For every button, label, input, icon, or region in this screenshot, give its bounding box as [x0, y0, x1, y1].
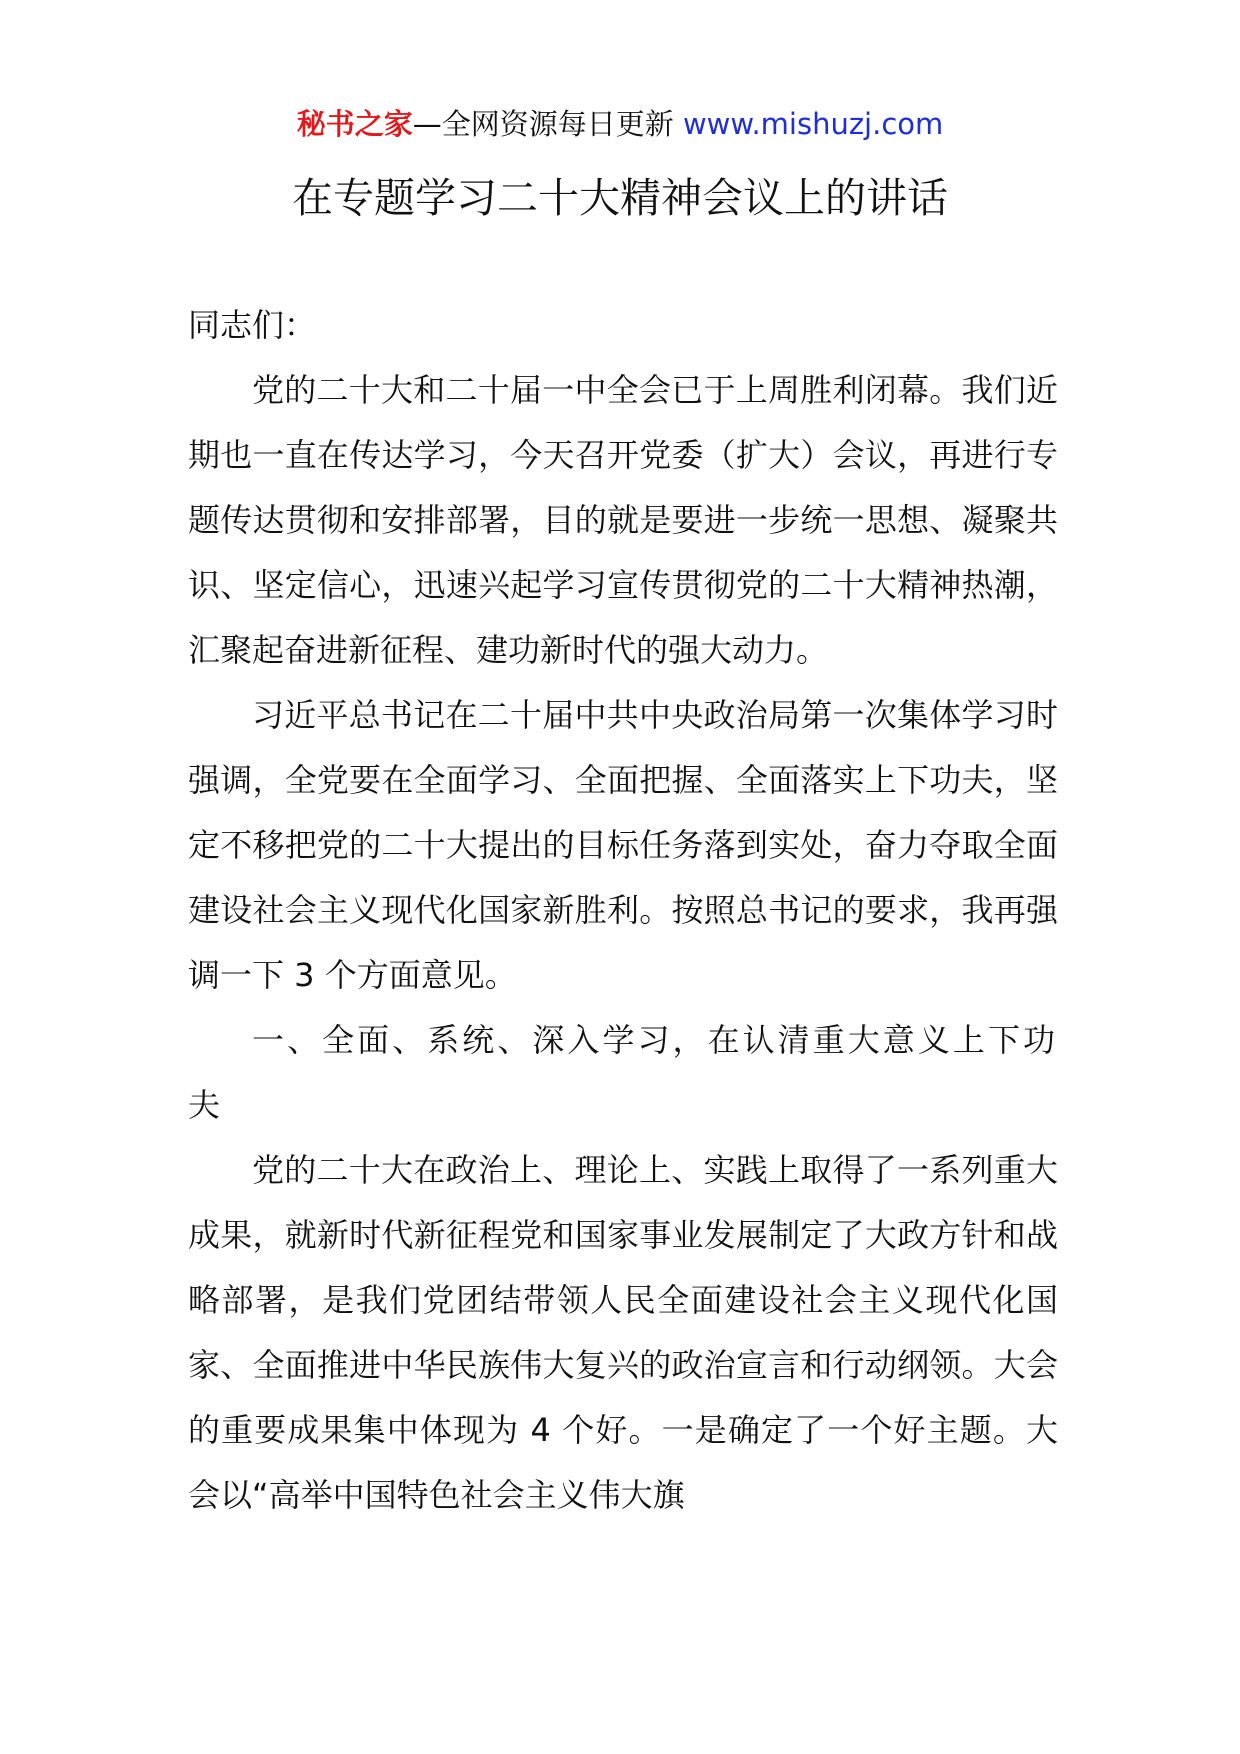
body-paragraph: 党的二十大在政治上、理论上、实践上取得了一系列重大成果，就新时代新征程党和国家事业发展制定了大政方针和战略部署，是我们党团结带领人民全面建设社会主义现代化国家、全面推进中华民族伟大复兴的政治宣言和行动纲领。大会的重要成果集中体现为 4 个好。一是确定了一个好主题。大会以“高举中国特色社会主义伟大旗: [188, 1151, 1058, 1514]
header-tagline: —全网资源每日更新: [412, 107, 674, 141]
body-paragraph: 习近平总书记在二十届中共中央政治局第一次集体学习时强调，全党要在全面学习、全面把握、全面落实上下功夫，坚定不移把党的二十大提出的目标任务落到实处，奋力夺取全面建设社会主义现代化国家新胜利。按照总书记的要求，我再强调一下 3 个方面意见。: [188, 696, 1058, 994]
brand-name: 秘书之家: [296, 107, 413, 141]
site-header: [0, 104, 1240, 144]
document-body: [188, 293, 1058, 1528]
section-heading: 一、全面、系统、深入学习，在认清重大意义上下功夫: [188, 1021, 1058, 1124]
site-url-link[interactable]: www.mishuzj.com: [682, 107, 944, 141]
salutation: 同志们：: [188, 306, 317, 344]
body-paragraph: 党的二十大和二十届一中全会已于上周胜利闭幕。我们近期也一直在传达学习，今天召开党委（扩大）会议，再进行专题传达贯彻和安排部署，目的就是要进一步统一思想、凝聚共识、坚定信心，迅速兴起学习宣传贯彻党的二十大精神热潮，汇聚起奋进新征程、建功新时代的强大动力。: [188, 371, 1058, 669]
document-title: 在专题学习二十大精神会议上的讲话: [292, 174, 948, 222]
